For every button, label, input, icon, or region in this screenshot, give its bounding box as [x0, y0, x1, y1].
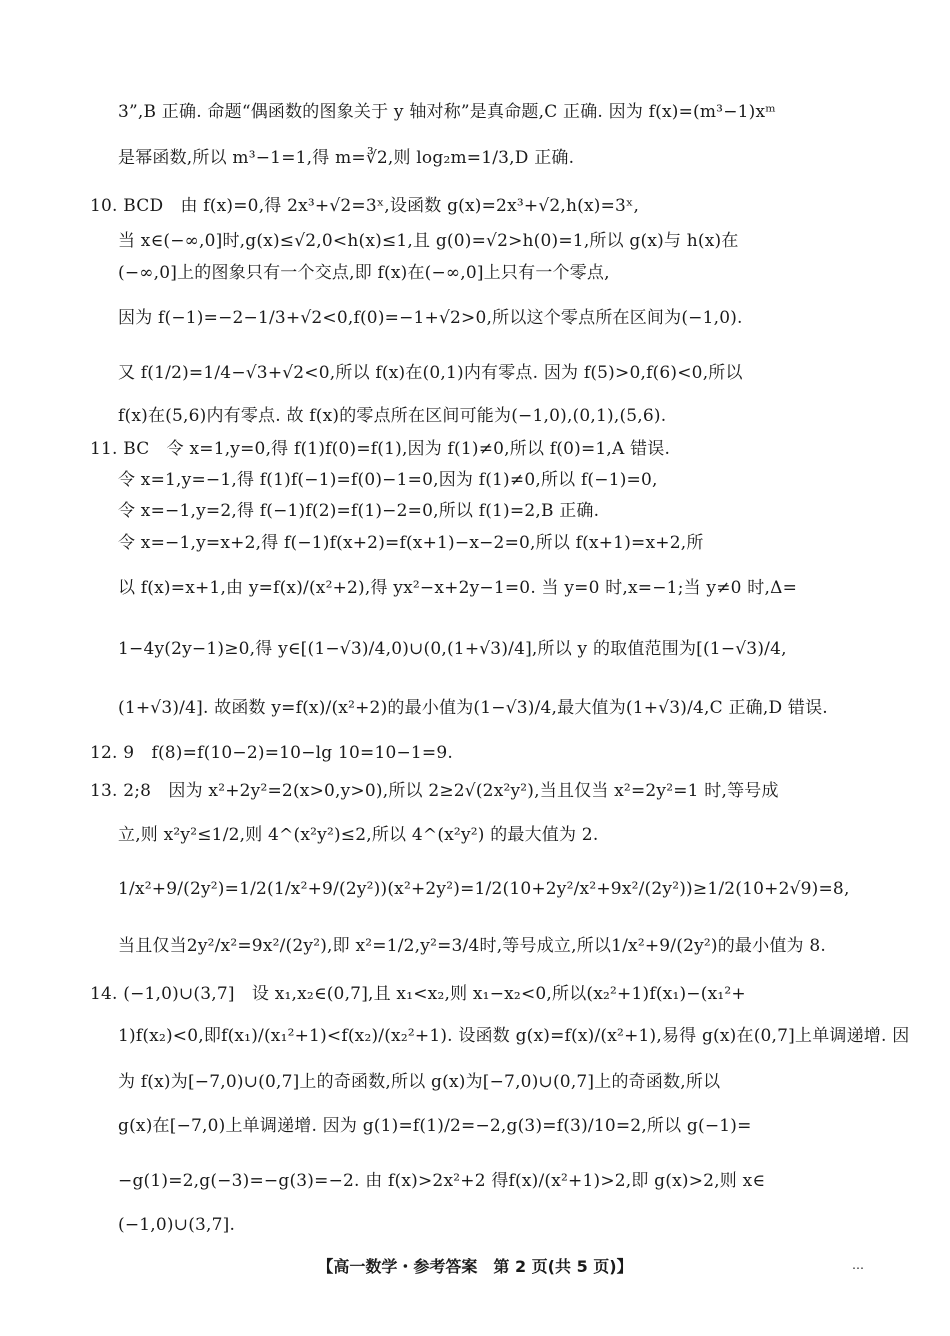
- q11-line: 令 x=−1,y=2,得 f(−1)f(2)=f(1)−2=0,所以 f(1)=2,B 正确.: [118, 501, 600, 521]
- q11-line: 11. BC 令 x=1,y=0,得 f(1)f(0)=f(1),因为 f(1)≠0,所以 f(0)=1,A 错误.: [90, 439, 671, 459]
- q11-line: 令 x=1,y=−1,得 f(1)f(−1)=f(0)−1=0,因为 f(1)≠0,所以 f(−1)=0,: [118, 470, 658, 490]
- q11-line: (1+√3)/4]. 故函数 y=f(x)/(x²+2)的最小值为(1−√3)/4,最大值为(1+√3)/4,C 正确,D 错误.: [118, 698, 828, 718]
- text-line: 是幂函数,所以 m³−1=1,得 m=∛2,则 log₂m=1/3,D 正确.: [118, 148, 575, 168]
- corner-mark: …: [852, 1258, 864, 1272]
- q14-line: 1)f(x₂)<0,即f(x₁)/(x₁²+1)<f(x₂)/(x₂²+1). 设函数 g(x)=f(x)/(x²+1),易得 g(x)在(0,7]上单调递增. 因: [118, 1026, 910, 1046]
- q10-line: 10. BCD 由 f(x)=0,得 2x³+√2=3ˣ,设函数 g(x)=2x³+√2,h(x)=3ˣ,: [90, 196, 640, 216]
- page-footer: 【高一数学・参考答案 第 2 页(共 5 页)】: [317, 1257, 633, 1276]
- q14-line: g(x)在[−7,0)上单调递增. 因为 g(1)=f(1)/2=−2,g(3)=f(3)/10=2,所以 g(−1)=: [118, 1116, 752, 1136]
- q13-line: 立,则 x²y²≤1/2,则 4^(x²y²)≤2,所以 4^(x²y²) 的最大值为 2.: [118, 825, 599, 845]
- q14-line: (−1,0)∪(3,7].: [118, 1215, 236, 1235]
- q10-line: (−∞,0]上的图象只有一个交点,即 f(x)在(−∞,0]上只有一个零点,: [118, 263, 610, 283]
- q14-line: −g(1)=2,g(−3)=−g(3)=−2. 由 f(x)>2x²+2 得f(x)/(x²+1)>2,即 g(x)>2,则 x∈: [118, 1171, 766, 1191]
- q10-line: 又 f(1/2)=1/4−√3+√2<0,所以 f(x)在(0,1)内有零点. 因为 f(5)>0,f(6)<0,所以: [118, 363, 743, 383]
- q13-line: 1/x²+9/(2y²)=1/2(1/x²+9/(2y²))(x²+2y²)=1/2(10+2y²/x²+9x²/(2y²))≥1/2(10+2√9)=8,: [118, 879, 850, 899]
- q14-line: 14. (−1,0)∪(3,7] 设 x₁,x₂∈(0,7],且 x₁<x₂,则 x₁−x₂<0,所以(x₂²+1)f(x₁)−(x₁²+: [90, 984, 746, 1004]
- q10-line: f(x)在(5,6)内有零点. 故 f(x)的零点所在区间可能为(−1,0),(0,1),(5,6).: [118, 406, 667, 426]
- text-line: 3”,B 正确. 命题“偶函数的图象关于 y 轴对称”是真命题,C 正确. 因为 f(x)=(m³−1)xᵐ: [118, 102, 776, 122]
- q12-line: 12. 9 f(8)=f(10−2)=10−lg 10=10−1=9.: [90, 743, 453, 763]
- q13-line: 当且仅当2y²/x²=9x²/(2y²),即 x²=1/2,y²=3/4时,等号成立,所以1/x²+9/(2y²)的最小值为 8.: [118, 936, 826, 956]
- q10-line: 因为 f(−1)=−2−1/3+√2<0,f(0)=−1+√2>0,所以这个零点所在区间为(−1,0).: [118, 308, 743, 328]
- q11-line: 1−4y(2y−1)≥0,得 y∈[(1−√3)/4,0)∪(0,(1+√3)/4],所以 y 的取值范围为[(1−√3)/4,: [118, 639, 787, 659]
- q13-line: 13. 2;8 因为 x²+2y²=2(x>0,y>0),所以 2≥2√(2x²y²),当且仅当 x²=2y²=1 时,等号成: [90, 781, 779, 801]
- q11-line: 以 f(x)=x+1,由 y=f(x)/(x²+2),得 yx²−x+2y−1=0. 当 y=0 时,x=−1;当 y≠0 时,Δ=: [118, 578, 798, 598]
- q11-line: 令 x=−1,y=x+2,得 f(−1)f(x+2)=f(x+1)−x−2=0,所以 f(x+1)=x+2,所: [118, 533, 704, 553]
- q14-line: 为 f(x)为[−7,0)∪(0,7]上的奇函数,所以 g(x)为[−7,0)∪(0,7]上的奇函数,所以: [118, 1072, 721, 1092]
- q10-line: 当 x∈(−∞,0]时,g(x)≤√2,0<h(x)≤1,且 g(0)=√2>h(0)=1,所以 g(x)与 h(x)在: [118, 231, 739, 251]
